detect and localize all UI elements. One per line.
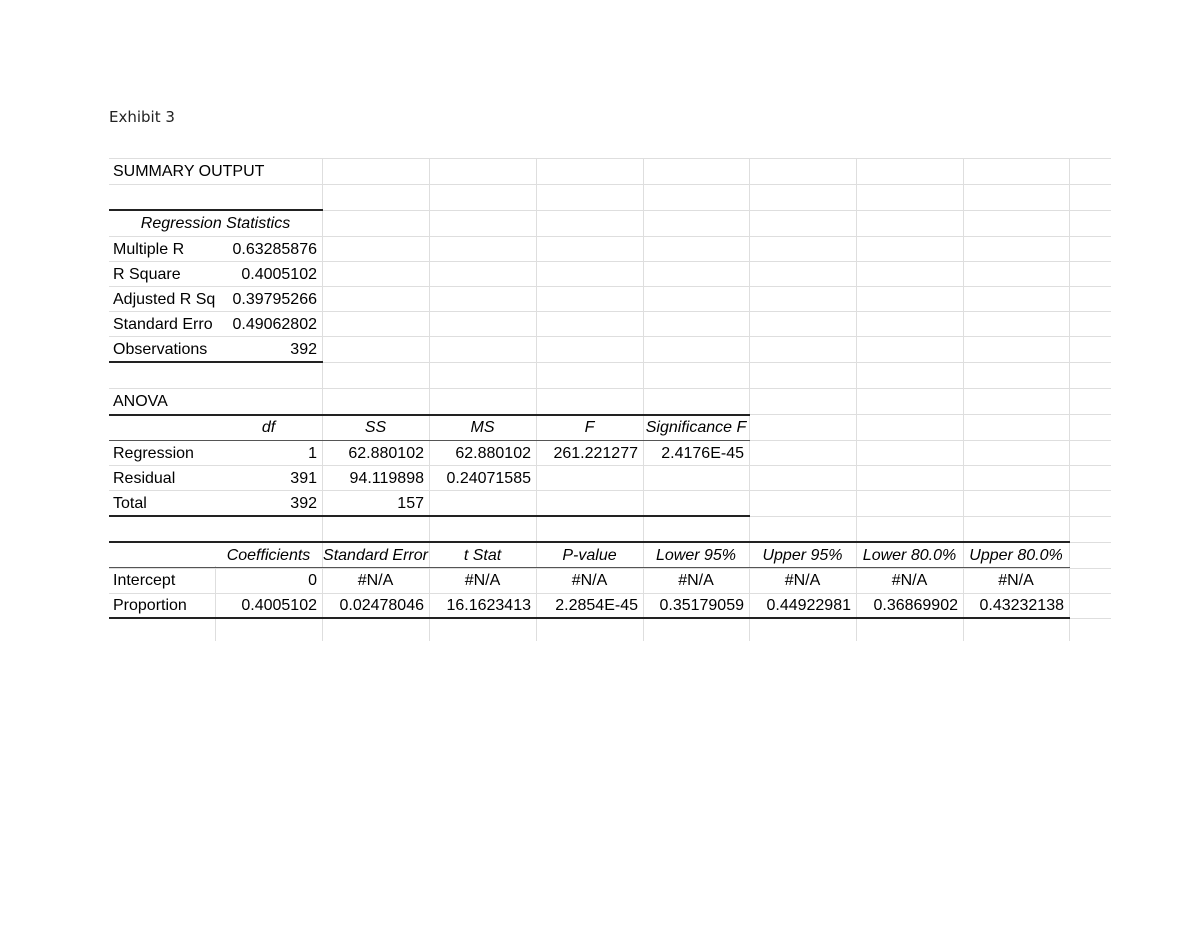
table-border — [109, 617, 1070, 619]
stat-value: 392 — [290, 341, 317, 358]
stat-label: Observations — [113, 341, 208, 358]
coef-header: Lower 80.0% — [862, 547, 957, 564]
coef-header: P-value — [562, 547, 617, 564]
anova-header-ss: SS — [364, 419, 387, 436]
coef-cell: 0.35179059 — [659, 597, 744, 614]
table-border — [109, 361, 323, 363]
coef-cell: #N/A — [571, 572, 608, 589]
summary-title: SUMMARY OUTPUT — [113, 163, 265, 180]
coef-cell: 0.36869902 — [873, 597, 958, 614]
anova-title: ANOVA — [113, 393, 168, 410]
coef-cell: 2.2854E-45 — [555, 597, 638, 614]
coef-header: t Stat — [463, 547, 502, 564]
coef-cell: #N/A — [678, 572, 714, 589]
coef-row-label: Intercept — [113, 572, 176, 589]
anova-header-f: F — [584, 419, 595, 436]
anova-cell: 1 — [308, 445, 317, 462]
stat-label: R Square — [113, 266, 181, 283]
anova-cell: 0.24071585 — [446, 470, 531, 487]
anova-row-label: Total — [113, 495, 147, 512]
stat-value: 0.4005102 — [241, 266, 317, 283]
coef-header: Upper 95% — [762, 547, 843, 564]
anova-cell: 392 — [290, 495, 317, 512]
coef-cell: 0 — [308, 572, 317, 589]
coef-cell: 0.44922981 — [766, 597, 851, 614]
anova-cell: 261.221277 — [553, 445, 638, 462]
stat-value: 0.63285876 — [232, 241, 317, 258]
anova-cell: 2.4176E-45 — [661, 445, 744, 462]
anova-row-label: Regression — [113, 445, 194, 462]
anova-row-label: Residual — [113, 470, 176, 487]
coef-header: Standard Error — [323, 547, 428, 564]
anova-header-significance-f: Significance F — [645, 419, 747, 436]
gridline — [1069, 158, 1070, 641]
coef-header: Upper 80.0% — [969, 547, 1063, 564]
anova-cell: 62.880102 — [455, 445, 531, 462]
coef-cell: #N/A — [464, 572, 501, 589]
exhibit-label: Exhibit 3 — [109, 108, 175, 126]
coef-cell: #N/A — [784, 572, 821, 589]
stat-value: 0.39795266 — [232, 291, 317, 308]
anova-cell: 391 — [290, 470, 317, 487]
anova-cell: 157 — [397, 495, 424, 512]
anova-header-ms: MS — [470, 419, 495, 436]
coef-cell: #N/A — [998, 572, 1034, 589]
anova-cell: 94.119898 — [349, 470, 424, 487]
gridline — [109, 184, 1111, 185]
coef-cell: 0.02478046 — [339, 597, 424, 614]
table-border — [109, 515, 750, 517]
regression-statistics-header: Regression Statistics — [140, 215, 291, 232]
stat-value: 0.49062802 — [232, 316, 317, 333]
stat-label: Standard Erro — [113, 316, 213, 333]
coef-header: Lower 95% — [655, 547, 737, 564]
coef-cell: 16.1623413 — [446, 597, 531, 614]
coef-cell: #N/A — [891, 572, 928, 589]
coef-header: Coefficients — [226, 547, 311, 564]
stat-label: Multiple R — [113, 241, 185, 258]
stat-label: Adjusted R Sq — [113, 291, 215, 308]
coef-row-label: Proportion — [113, 597, 187, 614]
anova-header-df: df — [261, 419, 276, 436]
anova-cell: 62.880102 — [348, 445, 424, 462]
spreadsheet-grid — [109, 158, 1111, 641]
coef-cell: 0.43232138 — [979, 597, 1064, 614]
coef-cell: 0.4005102 — [241, 597, 317, 614]
coef-cell: #N/A — [357, 572, 394, 589]
